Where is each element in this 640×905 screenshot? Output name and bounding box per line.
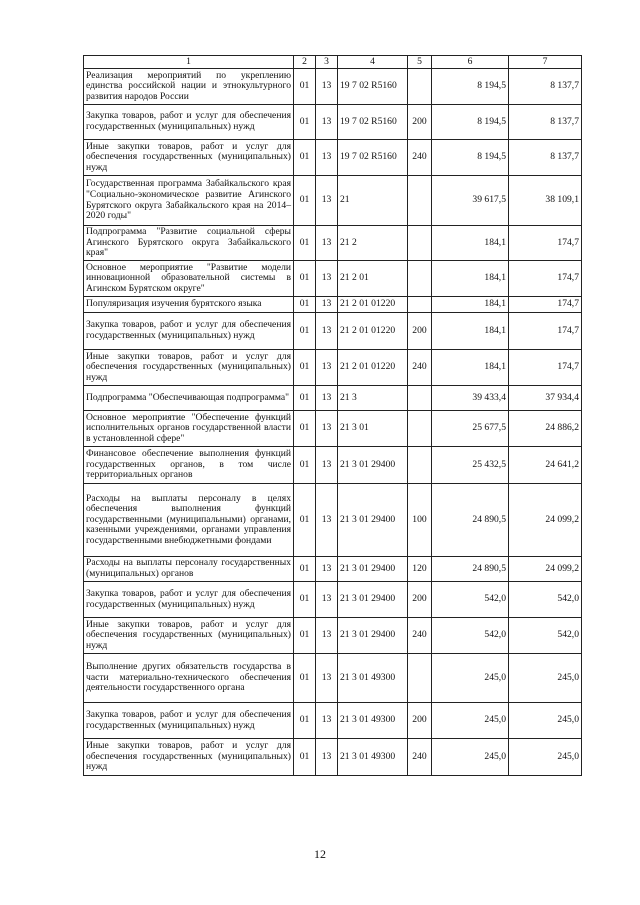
table-row — [84, 297, 582, 313]
amount-col6: 184,1 — [432, 297, 509, 313]
amount-col6: 8 194,5 — [432, 140, 509, 176]
subsection-code: 13 — [316, 140, 338, 176]
amount-col7: 24 099,2 — [509, 484, 582, 557]
expense-type — [408, 447, 432, 484]
subsection-code: 13 — [316, 618, 338, 654]
column-header-1: 1 — [84, 56, 294, 69]
target-article: 21 3 — [338, 386, 408, 411]
table-row — [84, 654, 582, 703]
subsection-code: 13 — [316, 703, 338, 739]
subsection-code: 13 — [316, 69, 338, 105]
amount-col6: 184,1 — [432, 226, 509, 261]
subsection-code: 13 — [316, 261, 338, 297]
amount-col7: 8 137,7 — [509, 140, 582, 176]
section-code: 01 — [294, 411, 316, 447]
item-name: Популяризация изучения бурятского языка — [84, 297, 294, 313]
section-code: 01 — [294, 105, 316, 140]
item-name: Закупка товаров, работ и услуг для обеспечения государственных (муниципальных) нужд — [84, 703, 294, 739]
item-name: Реализация мероприятий по укреплению единства российской нации и этнокультурного развития народов России — [84, 69, 294, 105]
section-code: 01 — [294, 582, 316, 618]
item-name: Выполнение других обязательств государства в части материально-технического обеспечения деятельности государственного органа — [84, 654, 294, 703]
expense-type: 200 — [408, 313, 432, 350]
target-article: 21 3 01 49300 — [338, 654, 408, 703]
item-name: Иные закупки товаров, работ и услуг для обеспечения государственных (муниципальных) нужд — [84, 350, 294, 386]
section-code: 01 — [294, 618, 316, 654]
subsection-code: 13 — [316, 297, 338, 313]
amount-col6: 245,0 — [432, 703, 509, 739]
amount-col6: 245,0 — [432, 739, 509, 776]
column-header-3: 3 — [316, 56, 338, 69]
item-name: Расходы на выплаты персоналу государственных (муниципальных) органов — [84, 557, 294, 582]
amount-col6: 39 433,4 — [432, 386, 509, 411]
table-row — [84, 447, 582, 484]
amount-col6: 8 194,5 — [432, 69, 509, 105]
section-code: 01 — [294, 313, 316, 350]
section-code: 01 — [294, 703, 316, 739]
column-header-7: 7 — [509, 56, 582, 69]
amount-col7: 174,7 — [509, 350, 582, 386]
table-row — [84, 582, 582, 618]
table-row — [84, 557, 582, 582]
amount-col7: 8 137,7 — [509, 69, 582, 105]
item-name: Иные закупки товаров, работ и услуг для обеспечения государственных (муниципальных) нужд — [84, 140, 294, 176]
amount-col7: 245,0 — [509, 739, 582, 776]
amount-col7: 542,0 — [509, 618, 582, 654]
subsection-code: 13 — [316, 226, 338, 261]
target-article: 21 2 01 01220 — [338, 297, 408, 313]
target-article: 19 7 02 R5160 — [338, 140, 408, 176]
amount-col7: 542,0 — [509, 582, 582, 618]
subsection-code: 13 — [316, 350, 338, 386]
amount-col6: 8 194,5 — [432, 105, 509, 140]
table-row — [84, 386, 582, 411]
amount-col6: 184,1 — [432, 350, 509, 386]
amount-col6: 25 677,5 — [432, 411, 509, 447]
expense-type — [408, 226, 432, 261]
subsection-code: 13 — [316, 105, 338, 140]
item-name: Расходы на выплаты персоналу в целях обеспечения выполнения функций государственными (муниципальными) органами, казенными учреждениями, органами управления государственными внебюджетными фондами — [84, 484, 294, 557]
subsection-code: 13 — [316, 557, 338, 582]
target-article: 21 3 01 29400 — [338, 582, 408, 618]
amount-col7: 174,7 — [509, 313, 582, 350]
amount-col6: 24 890,5 — [432, 484, 509, 557]
amount-col7: 24 099,2 — [509, 557, 582, 582]
target-article: 21 — [338, 176, 408, 226]
item-name: Финансовое обеспечение выполнения функций государственных органов, в том числе территориальных органов — [84, 447, 294, 484]
target-article: 21 3 01 29400 — [338, 618, 408, 654]
amount-col7: 8 137,7 — [509, 105, 582, 140]
item-name: Государственная программа Забайкальского края "Социально-экономическое развитие Агинского Бурятского округа Забайкальского края на 2014–2020 годы" — [84, 176, 294, 226]
amount-col6: 184,1 — [432, 313, 509, 350]
section-code: 01 — [294, 484, 316, 557]
column-header-5: 5 — [408, 56, 432, 69]
target-article: 21 3 01 49300 — [338, 739, 408, 776]
amount-col7: 37 934,4 — [509, 386, 582, 411]
amount-col7: 174,7 — [509, 261, 582, 297]
amount-col7: 245,0 — [509, 654, 582, 703]
expense-type: 200 — [408, 105, 432, 140]
column-header-4: 4 — [338, 56, 408, 69]
table-row — [84, 105, 582, 140]
target-article: 21 2 01 01220 — [338, 350, 408, 386]
table-row — [84, 703, 582, 739]
section-code: 01 — [294, 226, 316, 261]
amount-col7: 24 641,2 — [509, 447, 582, 484]
amount-col7: 245,0 — [509, 703, 582, 739]
subsection-code: 13 — [316, 447, 338, 484]
subsection-code: 13 — [316, 386, 338, 411]
subsection-code: 13 — [316, 411, 338, 447]
expense-type: 200 — [408, 703, 432, 739]
column-header-2: 2 — [294, 56, 316, 69]
subsection-code: 13 — [316, 484, 338, 557]
table-row — [84, 140, 582, 176]
item-name: Иные закупки товаров, работ и услуг для обеспечения государственных (муниципальных) нужд — [84, 739, 294, 776]
table-row — [84, 350, 582, 386]
table-row — [84, 739, 582, 776]
target-article: 21 2 01 — [338, 261, 408, 297]
target-article: 21 3 01 49300 — [338, 703, 408, 739]
expense-type: 200 — [408, 582, 432, 618]
item-name: Иные закупки товаров, работ и услуг для обеспечения государственных (муниципальных) нужд — [84, 618, 294, 654]
section-code: 01 — [294, 140, 316, 176]
budget-table — [83, 55, 582, 776]
expense-type — [408, 297, 432, 313]
expense-type — [408, 261, 432, 297]
amount-col7: 174,7 — [509, 297, 582, 313]
section-code: 01 — [294, 557, 316, 582]
table-body — [84, 69, 582, 776]
expense-type: 100 — [408, 484, 432, 557]
amount-col7: 174,7 — [509, 226, 582, 261]
expense-type — [408, 69, 432, 105]
column-header-6: 6 — [432, 56, 509, 69]
expense-type: 240 — [408, 739, 432, 776]
expense-type: 120 — [408, 557, 432, 582]
section-code: 01 — [294, 297, 316, 313]
item-name: Закупка товаров, работ и услуг для обеспечения государственных (муниципальных) нужд — [84, 582, 294, 618]
section-code: 01 — [294, 739, 316, 776]
table-row — [84, 484, 582, 557]
amount-col6: 25 432,5 — [432, 447, 509, 484]
expense-type: 240 — [408, 140, 432, 176]
section-code: 01 — [294, 654, 316, 703]
amount-col6: 24 890,5 — [432, 557, 509, 582]
expense-type — [408, 176, 432, 226]
table-row — [84, 411, 582, 447]
section-code: 01 — [294, 447, 316, 484]
section-code: 01 — [294, 386, 316, 411]
item-name: Основное мероприятие "Обеспечение функций исполнительных органов государственной власти в установленной сфере" — [84, 411, 294, 447]
amount-col6: 542,0 — [432, 618, 509, 654]
target-article: 19 7 02 R5160 — [338, 69, 408, 105]
item-name: Закупка товаров, работ и услуг для обеспечения государственных (муниципальных) нужд — [84, 105, 294, 140]
target-article: 21 2 01 01220 — [338, 313, 408, 350]
target-article: 21 3 01 29400 — [338, 557, 408, 582]
section-code: 01 — [294, 69, 316, 105]
subsection-code: 13 — [316, 176, 338, 226]
expense-type — [408, 654, 432, 703]
subsection-code: 13 — [316, 739, 338, 776]
target-article: 21 2 — [338, 226, 408, 261]
item-name: Подпрограмма "Развитие социальной сферы Агинского Бурятского округа Забайкальского края" — [84, 226, 294, 261]
expense-type — [408, 386, 432, 411]
page-number: 12 — [314, 847, 326, 861]
target-article: 21 3 01 29400 — [338, 447, 408, 484]
section-code: 01 — [294, 261, 316, 297]
target-article: 21 3 01 29400 — [338, 484, 408, 557]
table-row — [84, 313, 582, 350]
header-row — [84, 56, 582, 69]
table-row — [84, 618, 582, 654]
expense-type: 240 — [408, 618, 432, 654]
item-name: Подпрограмма "Обеспечивающая подпрограмма" — [84, 386, 294, 411]
item-name: Закупка товаров, работ и услуг для обеспечения государственных (муниципальных) нужд — [84, 313, 294, 350]
amount-col7: 38 109,1 — [509, 176, 582, 226]
table-row — [84, 176, 582, 226]
amount-col6: 542,0 — [432, 582, 509, 618]
target-article: 19 7 02 R5160 — [338, 105, 408, 140]
amount-col7: 24 886,2 — [509, 411, 582, 447]
target-article: 21 3 01 — [338, 411, 408, 447]
table-row — [84, 69, 582, 105]
item-name: Основное мероприятие "Развитие модели инновационной образовательной системы в Агинском Бурятском округе" — [84, 261, 294, 297]
amount-col6: 39 617,5 — [432, 176, 509, 226]
amount-col6: 184,1 — [432, 261, 509, 297]
subsection-code: 13 — [316, 654, 338, 703]
expense-type: 240 — [408, 350, 432, 386]
section-code: 01 — [294, 350, 316, 386]
section-code: 01 — [294, 176, 316, 226]
subsection-code: 13 — [316, 313, 338, 350]
table-row — [84, 261, 582, 297]
amount-col6: 245,0 — [432, 654, 509, 703]
subsection-code: 13 — [316, 582, 338, 618]
expense-type — [408, 411, 432, 447]
table-row — [84, 226, 582, 261]
